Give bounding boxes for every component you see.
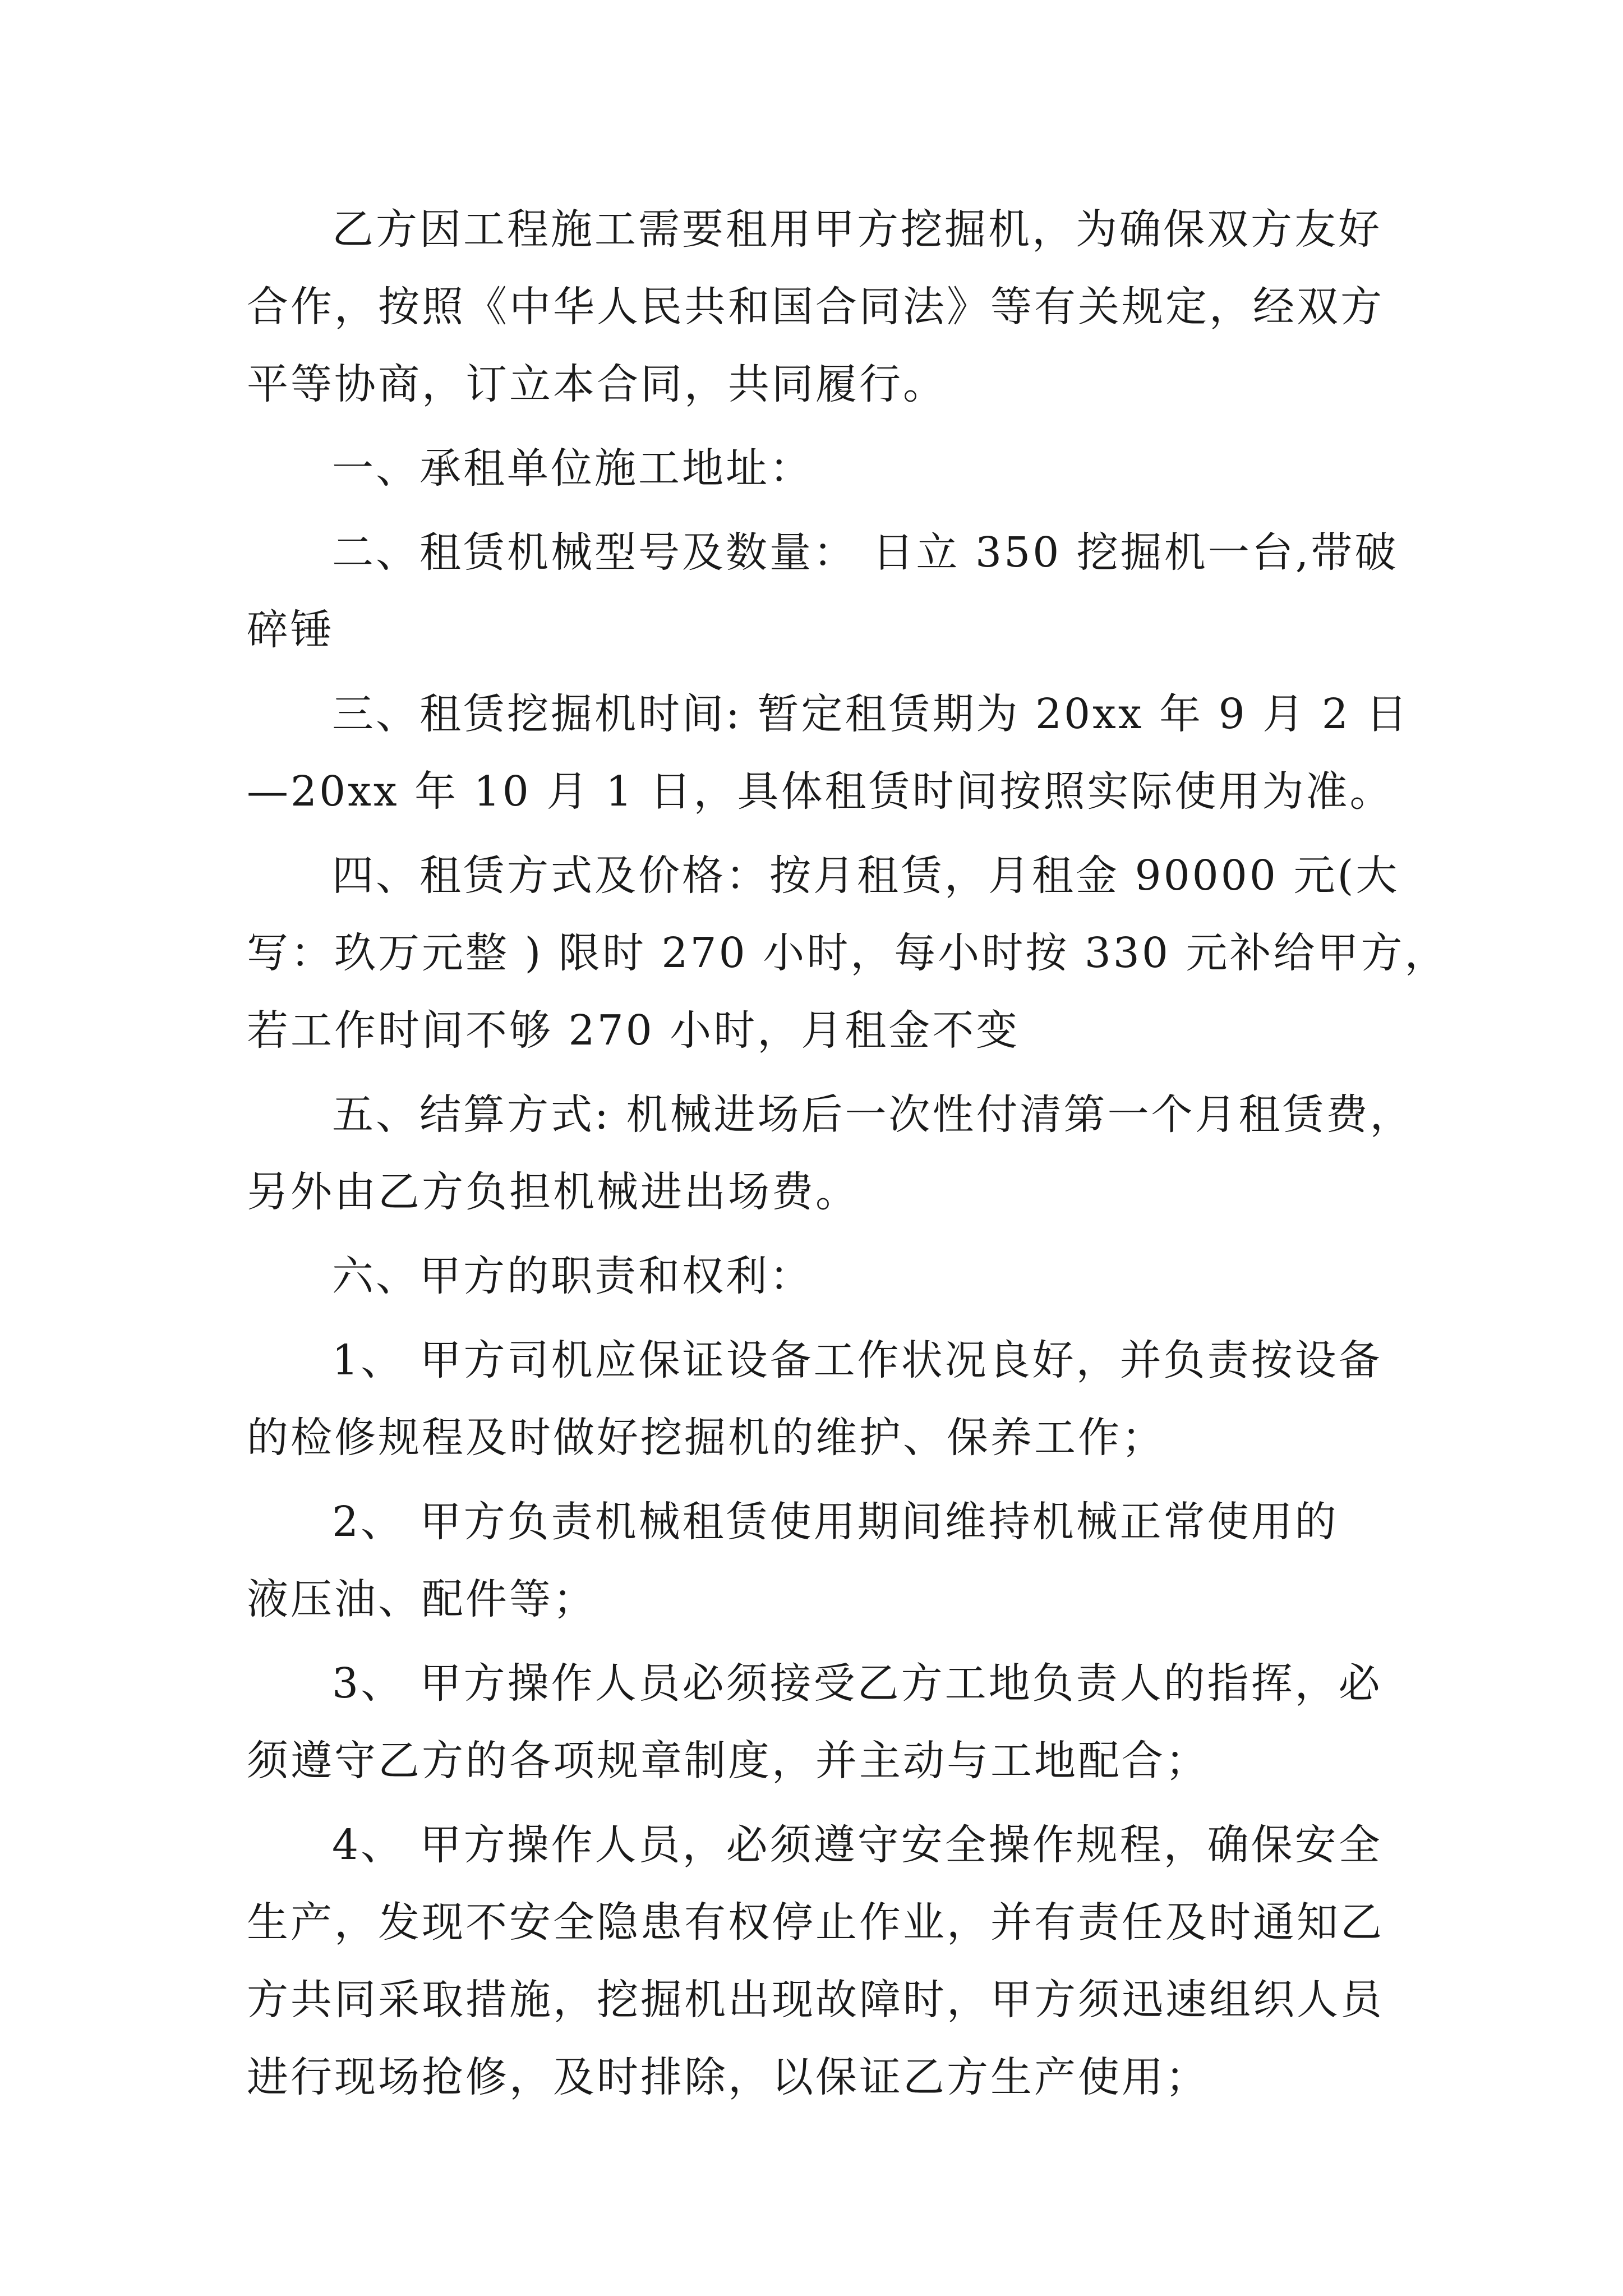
contract-paragraph — [247, 675, 1410, 830]
paragraph-line: 写：玖万元整 ) 限时 270 小时，每小时按 330 元补给甲方， — [247, 929, 1449, 977]
contract-paragraph — [247, 1483, 1391, 1638]
paragraph-line: 三、租赁挖掘机时间: 暂定租赁期为 20xx 年 9 月 2 日 — [332, 690, 1410, 738]
paragraph-line: 碎锤 — [247, 606, 334, 654]
contract-paragraph — [247, 1322, 1391, 1476]
contract-paragraph — [247, 514, 1399, 669]
contract-body — [247, 191, 1449, 2123]
contract-paragraph — [247, 430, 1391, 507]
paragraph-line: 五、结算方式: 机械进场后一次性付清第一个月租赁费， — [332, 1091, 1414, 1139]
paragraph-line: 另外由乙方负担机械进出场费。 — [247, 1168, 859, 1216]
paragraph-line: 合作，按照《中华人民共和国合同法》等有关规定，经双方 — [247, 283, 1384, 331]
paragraph-line: 1、 甲方司机应保证设备工作状况良好，并负责按设备 — [332, 1336, 1382, 1384]
contract-paragraph — [247, 1806, 1391, 2116]
contract-paragraph — [247, 1645, 1391, 1800]
contract-paragraph — [247, 1237, 1391, 1315]
paragraph-line: 四、租赁方式及价格：按月租赁，月租金 90000 元(大 — [332, 852, 1400, 900]
paragraph-line: —20xx 年 10 月 1 日，具体租赁时间按照实际使用为准。 — [247, 767, 1394, 816]
paragraph-line: 4、 甲方操作人员，必须遵守安全操作规程，确保安全 — [332, 1821, 1382, 1869]
paragraph-line: 生产，发现不安全隐患有权停止作业，并有责任及时通知乙 — [247, 1898, 1384, 1947]
paragraph-line: 六、甲方的职责和权利： — [332, 1252, 813, 1300]
paragraph-line: 进行现场抢修，及时排除，以保证乙方生产使用； — [247, 2053, 1209, 2101]
paragraph-line: 若工作时间不够 270 小时，月租金不变 — [247, 1006, 1020, 1055]
contract-paragraph — [247, 191, 1391, 423]
contract-paragraph — [247, 837, 1449, 1069]
paragraph-line: 的检修规程及时做好挖掘机的维护、保养工作； — [247, 1414, 1165, 1462]
paragraph-line: 平等协商，订立本合同，共同履行。 — [247, 360, 947, 408]
contract-paragraph — [247, 1076, 1414, 1231]
paragraph-line: 液压油、配件等； — [247, 1575, 597, 1623]
paragraph-line: 方共同采取措施，挖掘机出现故障时，甲方须迅速组织人员 — [247, 1976, 1384, 2024]
paragraph-line: 3、 甲方操作人员必须接受乙方工地负责人的指挥，必 — [332, 1659, 1382, 1708]
paragraph-line: 乙方因工程施工需要租用甲方挖掘机，为确保双方友好 — [332, 205, 1382, 254]
paragraph-line: 2、 甲方负责机械租赁使用期间维持机械正常使用的 — [332, 1498, 1339, 1546]
paragraph-line: 二、租赁机械型号及数量： 日立 350 挖掘机一台,带破 — [332, 528, 1399, 577]
paragraph-line: 须遵守乙方的各项规章制度，并主动与工地配合； — [247, 1737, 1209, 1785]
paragraph-line: 一、承租单位施工地址： — [332, 444, 813, 493]
